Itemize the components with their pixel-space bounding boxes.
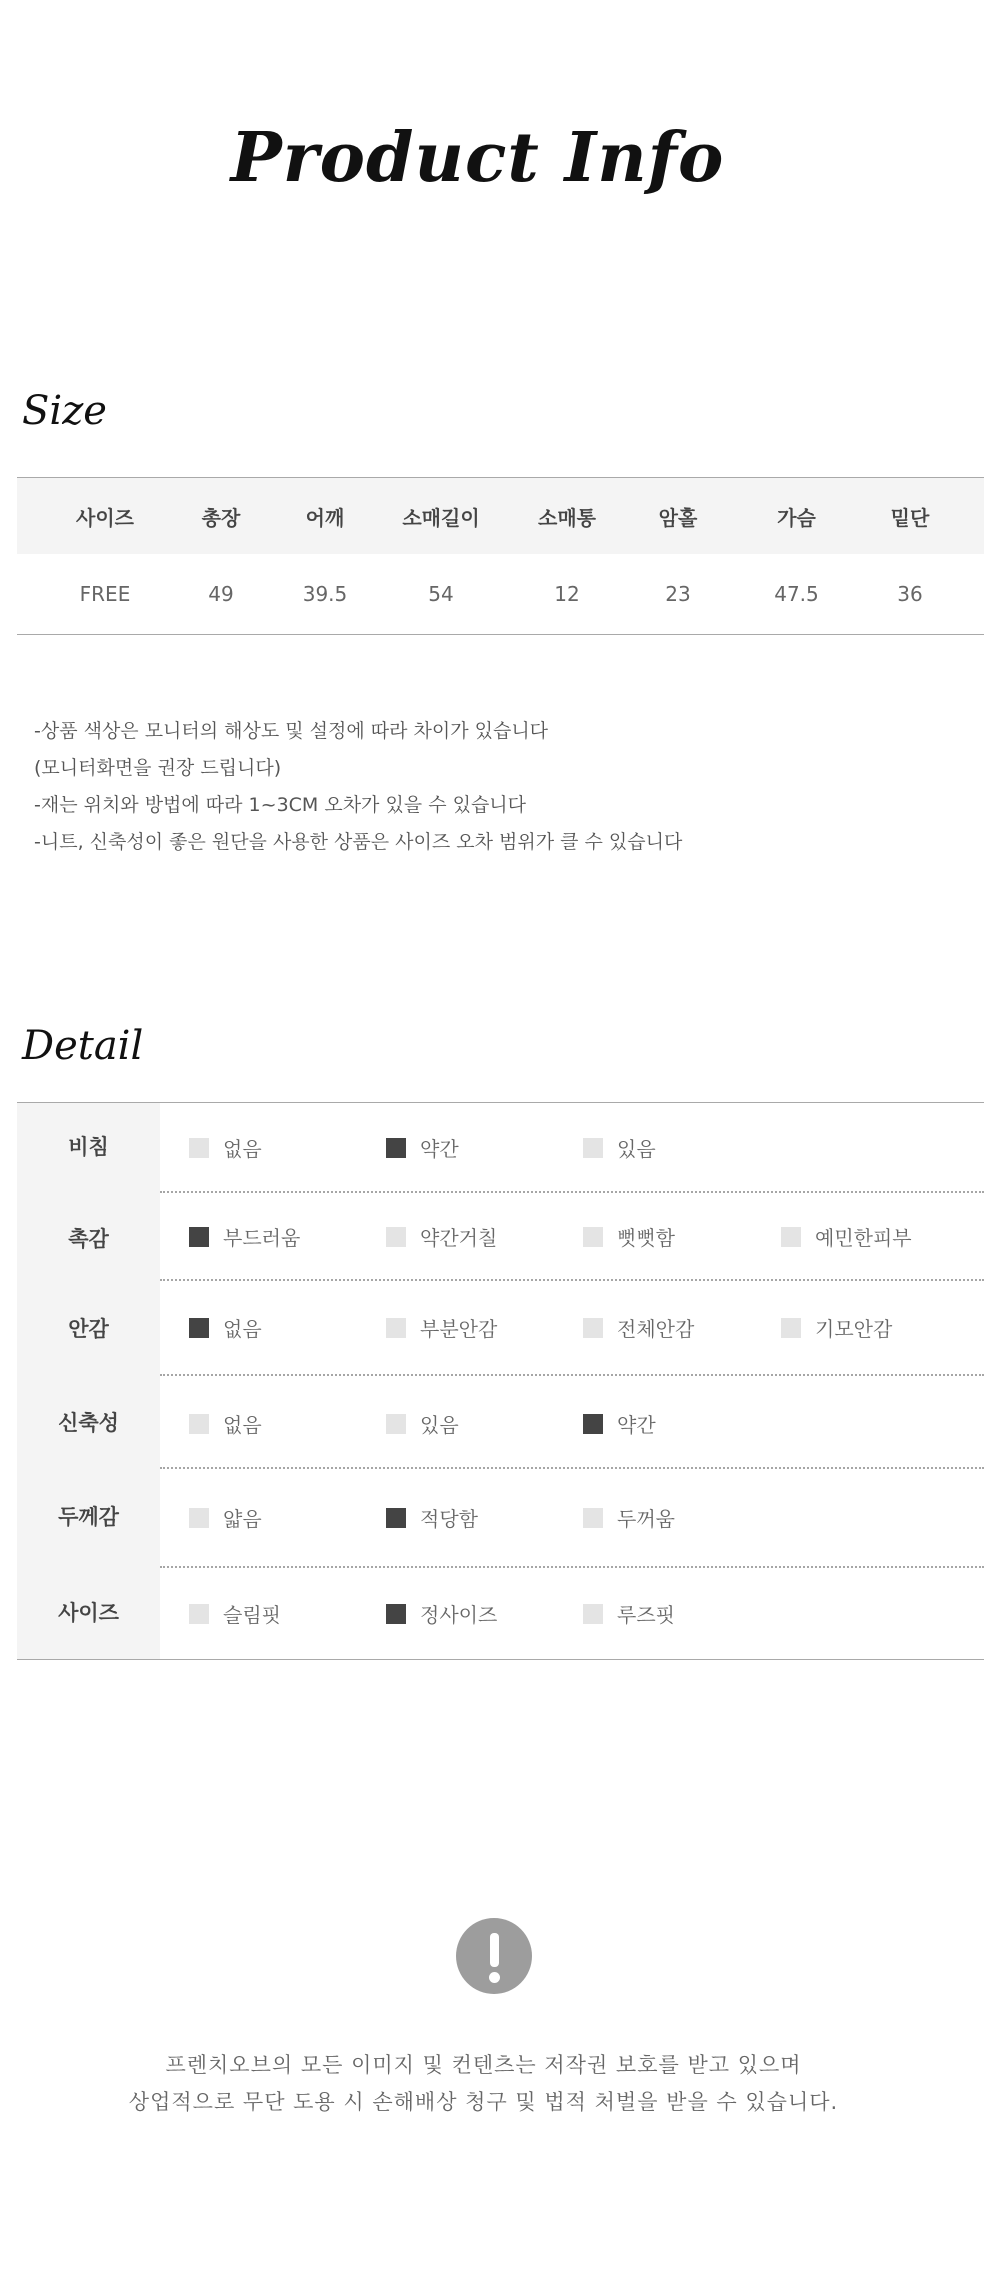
- detail-option: 슬림핏: [189, 1599, 281, 1628]
- size-header-cell: 사이즈: [76, 505, 134, 530]
- detail-row-label: 비침: [68, 1135, 109, 1159]
- note-line: -니트, 신축성이 좋은 원단을 사용한 상품은 사이즈 오차 범위가 클 수 있습니다: [34, 831, 683, 853]
- note-line: -재는 위치와 방법에 따라 1~3CM 오차가 있을 수 있습니다: [34, 794, 527, 816]
- checkbox-unchecked: [583, 1508, 603, 1528]
- detail-row-label: 안감: [68, 1317, 109, 1341]
- detail-row-label: 사이즈: [58, 1601, 119, 1625]
- detail-row-see-through: [17, 1103, 984, 1191]
- size-header-cell: 소매길이: [402, 505, 480, 530]
- checkbox-unchecked: [583, 1318, 603, 1338]
- detail-table: [17, 1102, 984, 1660]
- checkbox-unchecked: [386, 1227, 406, 1247]
- detail-option: 두꺼움: [583, 1503, 675, 1532]
- detail-row-texture: [17, 1192, 984, 1279]
- checkbox-unchecked: [189, 1138, 209, 1158]
- checkbox-checked: [189, 1227, 209, 1247]
- detail-section-title: Detail: [22, 1023, 144, 1069]
- size-value-cell: 49: [208, 582, 234, 606]
- size-header-cell: 가슴: [777, 505, 816, 530]
- checkbox-unchecked: [781, 1318, 801, 1338]
- size-table-row: [17, 554, 984, 634]
- size-table: [17, 477, 984, 635]
- size-header-cell: 어깨: [305, 505, 345, 530]
- detail-option: 없음: [189, 1133, 262, 1162]
- detail-option: 루즈핏: [583, 1599, 675, 1628]
- detail-option: 있음: [386, 1409, 459, 1438]
- detail-option: 부분안감: [386, 1313, 497, 1342]
- size-header-cell: 암홀: [658, 505, 698, 530]
- size-header-cell: 밑단: [890, 505, 930, 530]
- detail-option: 없음: [189, 1313, 262, 1342]
- detail-option: 예민한피부: [781, 1222, 912, 1251]
- detail-row-fit: [17, 1567, 984, 1659]
- size-value-cell: 36: [897, 582, 923, 606]
- checkbox-checked: [386, 1604, 406, 1624]
- size-value-cell: 12: [554, 582, 580, 606]
- checkbox-checked: [583, 1414, 603, 1434]
- detail-option: 있음: [583, 1133, 656, 1162]
- size-value-cell: 23: [665, 582, 691, 606]
- copyright-line: 상업적으로 무단 도용 시 손해배상 청구 및 법적 처벌을 받을 수 있습니다.: [128, 2090, 839, 2114]
- page-title: Product Info: [230, 118, 725, 198]
- detail-option: 없음: [189, 1409, 262, 1438]
- size-header-cell: 총장: [201, 505, 241, 530]
- copyright-notice: [0, 2047, 967, 2121]
- checkbox-unchecked: [189, 1604, 209, 1624]
- checkbox-checked: [386, 1508, 406, 1528]
- size-value-cell: FREE: [79, 582, 131, 606]
- size-notes: [34, 713, 682, 861]
- note-line: -상품 색상은 모니터의 해상도 및 설정에 따라 차이가 있습니다: [34, 720, 549, 742]
- checkbox-unchecked: [781, 1227, 801, 1247]
- checkbox-unchecked: [583, 1227, 603, 1247]
- detail-option: 정사이즈: [386, 1599, 497, 1628]
- size-value-cell: 39.5: [302, 582, 348, 606]
- checkbox-checked: [189, 1318, 209, 1338]
- checkbox-unchecked: [189, 1508, 209, 1528]
- detail-row-lining: [17, 1280, 984, 1374]
- size-value-cell: 54: [428, 582, 454, 606]
- size-header-cell: 소매통: [538, 505, 596, 530]
- detail-option: 부드러움: [189, 1222, 300, 1251]
- detail-row-label: 촉감: [68, 1227, 109, 1251]
- detail-option: 전체안감: [583, 1313, 694, 1342]
- checkbox-unchecked: [386, 1318, 406, 1338]
- checkbox-unchecked: [583, 1138, 603, 1158]
- detail-option: 기모안감: [781, 1313, 892, 1342]
- detail-option: 약간: [583, 1409, 656, 1438]
- size-value-cell: 47.5: [774, 582, 819, 606]
- exclamation-icon: [456, 1918, 532, 1994]
- size-section-title: Size: [22, 388, 107, 434]
- detail-option: 적당함: [386, 1503, 478, 1532]
- detail-row-label: 신축성: [58, 1411, 119, 1435]
- detail-row-thickness: [17, 1468, 984, 1566]
- detail-option: 약간거칠: [386, 1222, 497, 1251]
- detail-row-label: 두께감: [58, 1505, 119, 1529]
- detail-row-elasticity: [17, 1375, 984, 1467]
- detail-option: 얇음: [189, 1503, 262, 1532]
- copyright-line: 프렌치오브의 모든 이미지 및 컨텐츠는 저작권 보호를 받고 있으며: [165, 2053, 802, 2077]
- checkbox-checked: [386, 1138, 406, 1158]
- checkbox-unchecked: [583, 1604, 603, 1624]
- detail-option: 뻣뻣함: [583, 1222, 675, 1251]
- size-table-header: [17, 478, 984, 554]
- detail-option: 약간: [386, 1133, 459, 1162]
- note-line: (모니터화면을 권장 드립니다): [34, 757, 282, 779]
- checkbox-unchecked: [189, 1414, 209, 1434]
- checkbox-unchecked: [386, 1414, 406, 1434]
